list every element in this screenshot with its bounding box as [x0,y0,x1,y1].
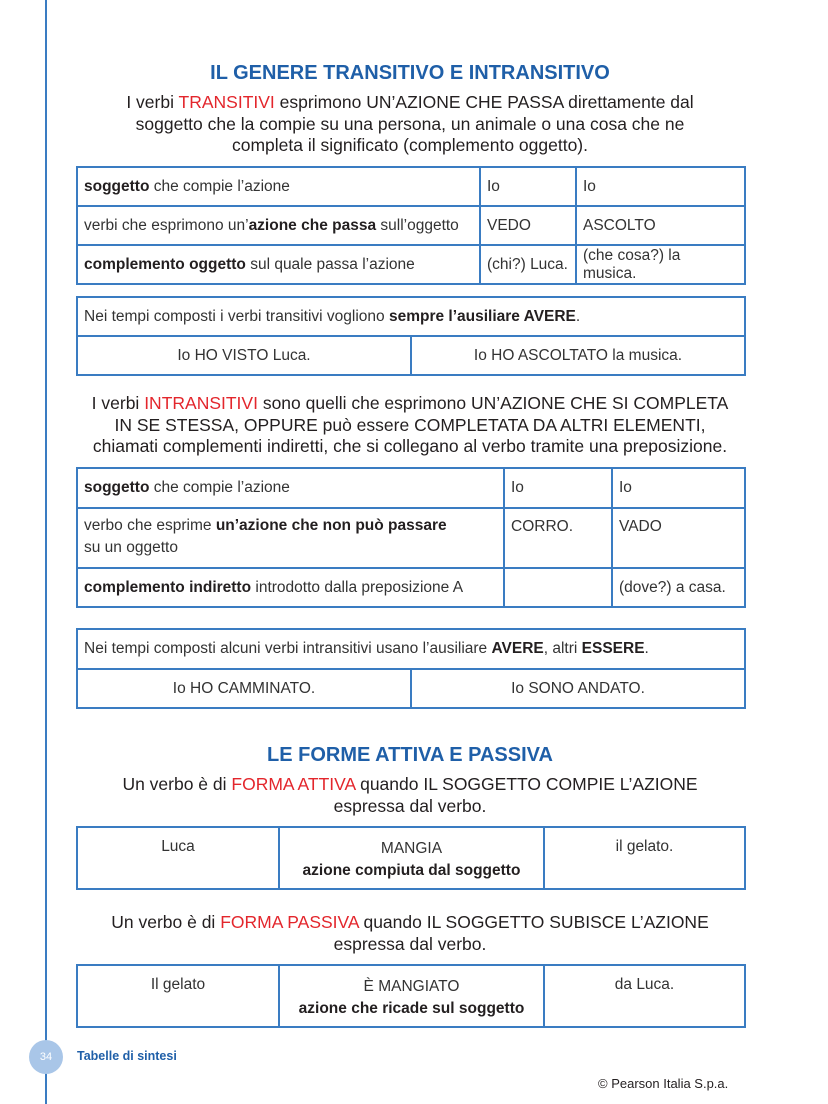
example-cell: Io HO VISTO Luca. [77,336,411,375]
transitive-table [76,166,746,285]
table-row [77,965,745,1027]
transitive-intro-line1: I verbi TRANSITIVI esprimono UN’AZIONE CHE PASSA direttamente dal [126,92,694,112]
intransitive-intro [76,393,744,458]
table-cell: Io [612,468,745,508]
footer-label: Tabelle di sintesi [77,1049,177,1063]
table-cell: CORRO. [504,508,612,568]
section-title-active-passive: LE FORME ATTIVA E PASSIVA [267,744,553,766]
active-intro [76,774,744,817]
transitive-intro [76,92,744,157]
active-table [76,826,746,890]
transitive-intro-line3: completa il significato (complemento oggetto). [231,135,588,155]
passive-intro-line2: espressa dal verbo. [333,933,487,954]
table-cell: ASCOLTO [576,206,745,245]
highlight-intransitivi: INTRANSITIVI [144,393,258,413]
table-row [77,508,745,568]
active-intro-line2: espressa dal verbo. [333,795,487,816]
example-cell: Io HO CAMMINATO. [77,669,411,708]
table-cell: da Luca. [544,965,745,1027]
intransitive-intro-line3: chiamati complementi indiretti, che si collegano al verbo tramite una preposizione. [92,436,728,456]
table-cell: VEDO [480,206,576,245]
table-cell: (dove?) a casa. [612,568,745,607]
passive-intro-line1: Un verbo è di FORMA PASSIVA quando IL SOGGETTO SUBISCE L’AZIONE [111,912,709,932]
table-cell: (chi?) Luca. [480,245,576,284]
table-cell: Io [504,468,612,508]
transitive-aux-table [76,296,746,376]
margin-line [45,0,47,1104]
highlight-transitivi: TRANSITIVI [178,92,275,112]
table-cell: verbi che esprimono un’azione che passa sull’oggetto [77,206,480,245]
table-cell: Io [480,167,576,206]
table-cell: verbo che esprime un’azione che non può passare su un oggetto [77,508,504,568]
table-cell: Il gelato [77,965,279,1027]
table-row [77,629,745,669]
table-row [77,297,745,336]
highlight-forma-attiva: FORMA ATTIVA [231,774,356,794]
table-cell: complemento oggetto sul quale passa l’azione [77,245,480,284]
table-cell [504,568,612,607]
table-cell: MANGIA azione compiuta dal soggetto [279,827,544,889]
table-row [77,336,745,375]
table-row [77,206,745,245]
table-cell: il gelato. [544,827,745,889]
table-row [77,568,745,607]
example-cell: Io HO ASCOLTATO la musica. [411,336,745,375]
table-row [77,669,745,708]
table-cell: soggetto che compie l’azione [77,167,480,206]
section-title-transitive: IL GENERE TRANSITIVO E INTRANSITIVO [210,62,610,84]
active-intro-line1: Un verbo è di FORMA ATTIVA quando IL SOGGETTO COMPIE L’AZIONE [122,774,698,794]
intransitive-intro-line2: IN SE STESSA, OPPURE può essere COMPLETATA DA ALTRI ELEMENTI, [114,414,706,435]
passive-intro [76,912,744,955]
intransitive-aux-table [76,628,746,709]
transitive-intro-line2: soggetto che la compie su una persona, un animale o una cosa che ne [135,113,685,134]
copyright: © Pearson Italia S.p.a. [598,1076,729,1091]
table-row [77,827,745,889]
highlight-forma-passiva: FORMA PASSIVA [220,912,359,932]
aux-rule-cell: Nei tempi composti alcuni verbi intransitivi usano l’ausiliare AVERE, altri ESSERE. [77,629,745,669]
table-cell: (che cosa?) la musica. [576,245,745,284]
table-cell: complemento indiretto introdotto dalla preposizione A [77,568,504,607]
table-row [77,468,745,508]
table-cell: Io [576,167,745,206]
page-number: 34 [29,1040,63,1074]
aux-rule-cell: Nei tempi composti i verbi transitivi vogliono sempre l’ausiliare AVERE. [77,297,745,336]
table-cell: Luca [77,827,279,889]
table-cell: È MANGIATO azione che ricade sul soggetto [279,965,544,1027]
example-cell: Io SONO ANDATO. [411,669,745,708]
table-cell: VADO [612,508,745,568]
table-row [77,245,745,284]
table-row [77,167,745,206]
intransitive-table [76,467,746,608]
passive-table [76,964,746,1028]
table-cell: soggetto che compie l’azione [77,468,504,508]
intransitive-intro-line1: I verbi INTRANSITIVI sono quelli che esprimono UN’AZIONE CHE SI COMPLETA [91,393,729,413]
